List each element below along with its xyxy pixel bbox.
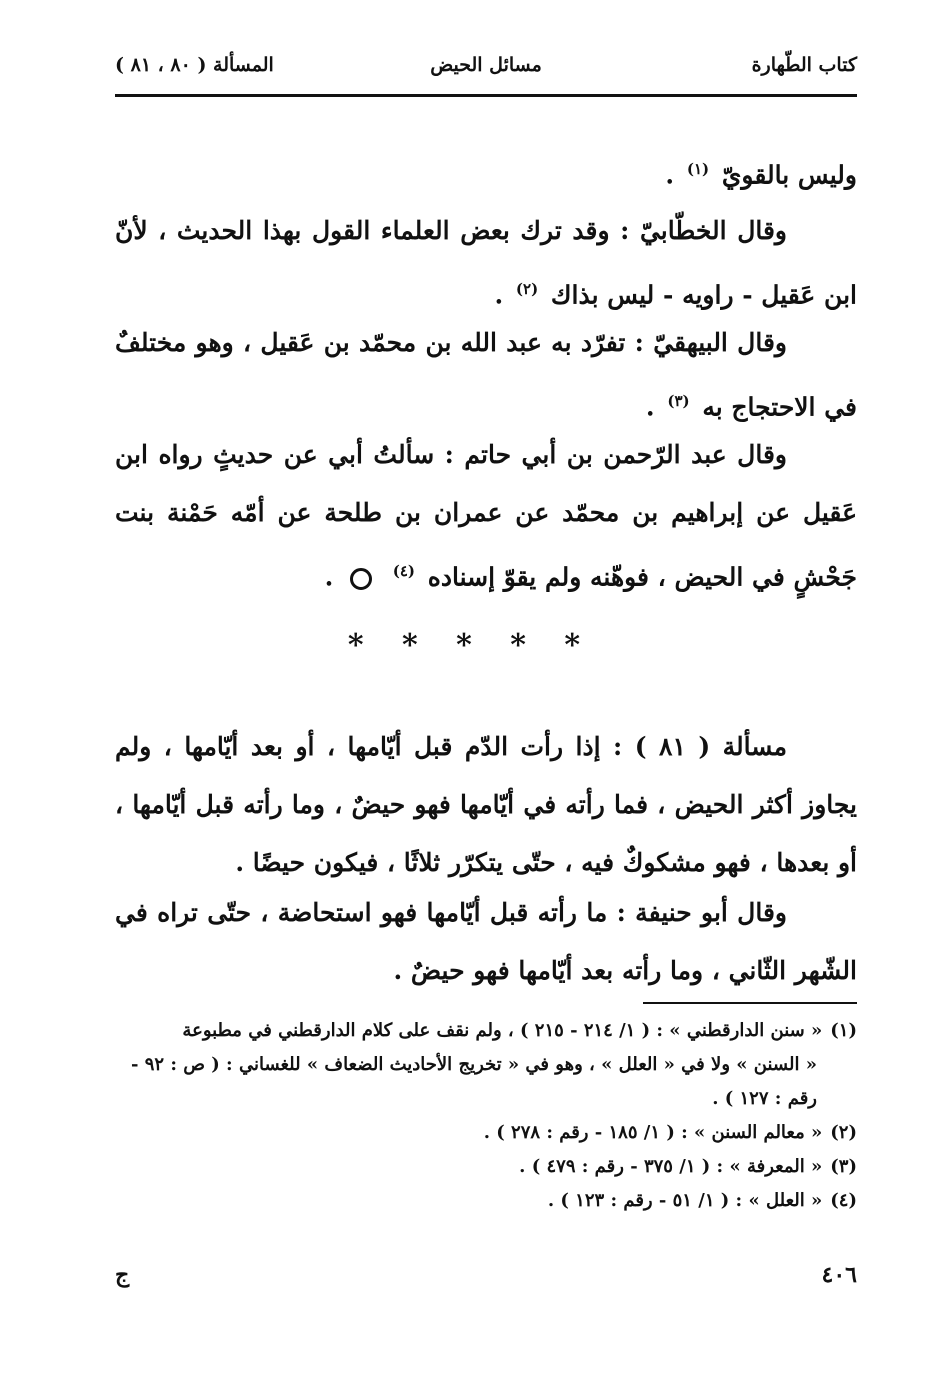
section-separator: * * * * *	[347, 628, 595, 663]
masala-paragraph	[115, 718, 857, 892]
header-issue-range: المسألة ( ٨٠ ، ٨١ )	[115, 54, 274, 76]
page-number: ٤٠٦	[821, 1262, 857, 1288]
footnote-ref[interactable]: (٢)	[515, 280, 539, 298]
footnote-3	[115, 1150, 857, 1184]
footnote-number: (٣)	[830, 1156, 857, 1177]
footnote-text: « سنن الدارقطني » : ( ١/ ٢١٤ - ٢١٥ ) ، ولم نقف على كلام الدارقطني في مطبوعة	[182, 1020, 823, 1041]
footnote-text: « المعرفة » : ( ١/ ٣٧٥ - رقم : ٤٧٩ ) .	[519, 1156, 823, 1177]
paragraph-2	[115, 202, 857, 324]
masala-text: إذا رأت الدّم قبل أيّامها ، أو بعد أيّامها ، ولم يجاوز أكثر الحيض ، فما رأته في أيّامها فهو حيضٌ ، وما رأته قبل أيّامها ، أو بعدها ، فهو مشكوكٌ فيه ، حتّى يتكرّر ثلاثًا ، فيكون حيضًا .	[115, 732, 857, 877]
header-book-title: كتاب الطّهارة	[751, 54, 857, 76]
footnote-text: « معالم السنن » : ( ١/ ١٨٥ - رقم : ٢٧٨ ) .	[483, 1122, 823, 1143]
header-chapter-title: مسائل الحيض	[430, 54, 542, 76]
footnote-2	[115, 1116, 857, 1150]
end-of-issue-circle-icon	[350, 568, 372, 590]
paragraph-text: وقال أبو حنيفة : ما رأته قبل أيّامها فهو استحاضة ، حتّى تراه في الشّهر الثّاني ، وما رأته بعد أيّامها فهو حيضٌ .	[115, 898, 857, 985]
footnote-number: (١)	[830, 1020, 857, 1041]
paragraph-end: .	[324, 562, 334, 592]
footnotes	[115, 1014, 857, 1218]
footnote-text: « السنن » ولا في « العلل » ، وهو في « تخريج الأحاديث الضعاف » للغساني : ( ص : ٩٢ -	[130, 1054, 817, 1075]
footnote-4	[115, 1184, 857, 1218]
paragraph-4	[115, 426, 857, 606]
masala-label: مسألة ( ٨١ ) :	[613, 732, 787, 761]
footnote-1-continued	[115, 1082, 857, 1116]
paragraph-abu-hanifa	[115, 884, 857, 1000]
paragraph-text: وقال الخطّابيّ : وقد ترك بعض العلماء القول بهذا الحديث ، لأنّ ابن عَقيل - راويه - ليس بذاك	[115, 216, 857, 310]
header-divider	[115, 94, 857, 97]
footnote-1-continued	[115, 1048, 857, 1082]
footnote-ref[interactable]: (٤)	[392, 562, 416, 580]
footnote-text: رقم : ١٢٧ ) .	[712, 1088, 817, 1109]
footnote-number: (٤)	[830, 1190, 857, 1211]
paragraph-end: .	[665, 160, 675, 190]
paragraph-text: وليس بالقويّ	[721, 160, 857, 190]
paragraph-3	[115, 314, 857, 436]
footnote-1	[115, 1014, 857, 1048]
footnote-divider	[643, 1002, 857, 1004]
page-header	[115, 48, 857, 88]
paragraph-end: .	[645, 392, 655, 422]
paragraph-text: وقال عبد الرّحمن بن أبي حاتم : سألتُ أبي عن حديثٍ رواه ابن عَقيل عن إبراهيم بن محمّد عن عمران بن طلحة عن أمّه حَمْنة بنت جَحْشٍ في الحيض ، فوهّنه ولم يقوّ إسناده	[115, 440, 857, 592]
paragraph-1	[115, 140, 857, 204]
paragraph-text: وقال البيهقيّ : تفرّد به عبد الله بن محمّد بن عَقيل ، وهو مختلفٌ في الاحتجاج به	[115, 328, 857, 422]
paragraph-end: .	[494, 280, 504, 310]
footnote-number: (٢)	[830, 1122, 857, 1143]
printer-signature-mark: ج	[115, 1262, 130, 1288]
footnote-text: « العلل » : ( ١/ ٥١ - رقم : ١٢٣ ) .	[547, 1190, 823, 1211]
footnote-ref[interactable]: (٣)	[667, 392, 690, 410]
footnote-ref[interactable]: (١)	[686, 160, 710, 178]
